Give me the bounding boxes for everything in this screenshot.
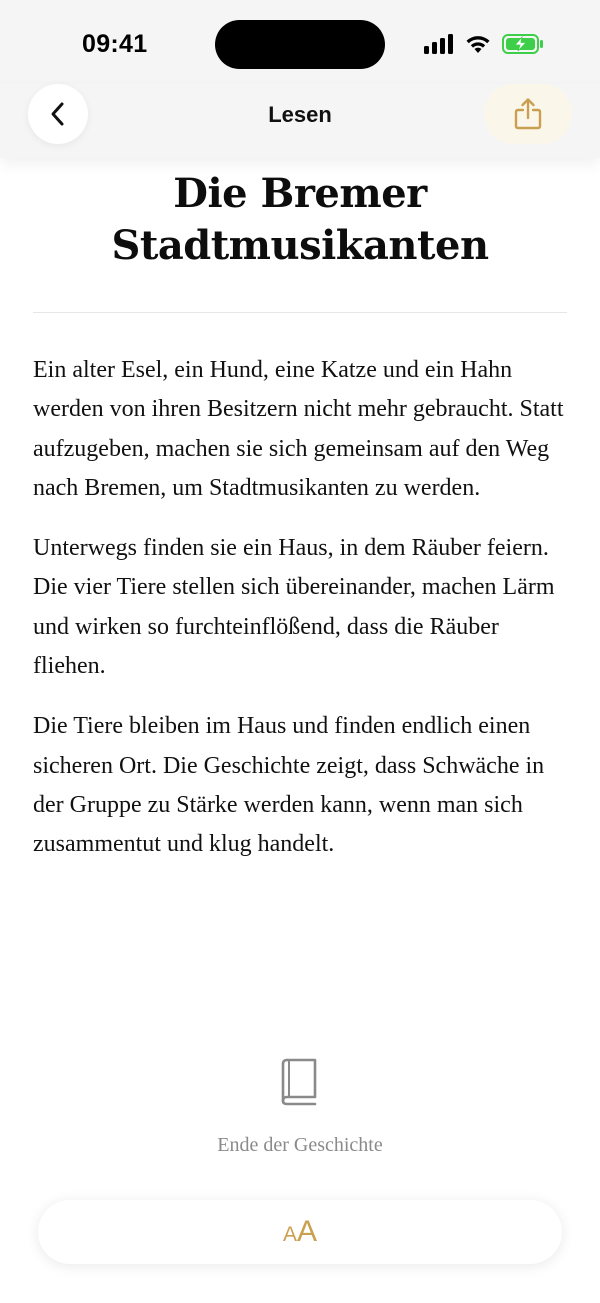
story-title-line-1: Die Bremer (173, 170, 427, 217)
wifi-icon (464, 32, 492, 54)
share-button[interactable] (484, 84, 572, 144)
nav-title: Lesen (268, 102, 332, 127)
font-size-large-glyph: A (297, 1215, 318, 1248)
dynamic-island (215, 20, 385, 69)
font-size-button[interactable] (283, 1215, 317, 1249)
end-of-story-marker (0, 1057, 600, 1157)
font-size-small-glyph: A (282, 1223, 297, 1246)
cellular-signal-icon (424, 32, 456, 54)
story-body (33, 351, 573, 886)
book-icon (279, 1057, 321, 1107)
story-title-line-2: Stadtmusikanten (111, 222, 489, 269)
share-icon (513, 97, 543, 131)
battery-charging-icon (502, 34, 544, 54)
story-title (40, 168, 560, 272)
story-paragraph: Unterwegs finden sie ein Haus, in dem Räuber feiern. Die vier Tiere stellen sich übereinander, machen Lärm und wirken so furchteinflößend, dass die Räuber fliehen. (33, 535, 555, 680)
story-paragraph: Die Tiere bleiben im Haus und finden endlich einen sicheren Ort. Die Geschichte zeigt, dass Schwäche in der Gruppe zu Stärke werden kann, wenn man sich zusammentut und klug handelt. (33, 713, 545, 858)
title-divider (33, 312, 567, 313)
status-time: 09:41 (82, 30, 148, 58)
status-bar (0, 0, 600, 84)
status-icons (424, 32, 544, 56)
navigation-bar (0, 84, 600, 158)
end-of-story-label: Ende der Geschichte (217, 1134, 383, 1156)
story-paragraph: Ein alter Esel, ein Hund, eine Katze und ein Hahn werden von ihren Besitzern nicht mehr gebraucht. Statt aufzugeben, machen sie sich gemeinsam auf den Weg nach Bremen, um Stadtmusikanten zu werden. (33, 357, 564, 501)
reader-toolbar (38, 1200, 562, 1264)
